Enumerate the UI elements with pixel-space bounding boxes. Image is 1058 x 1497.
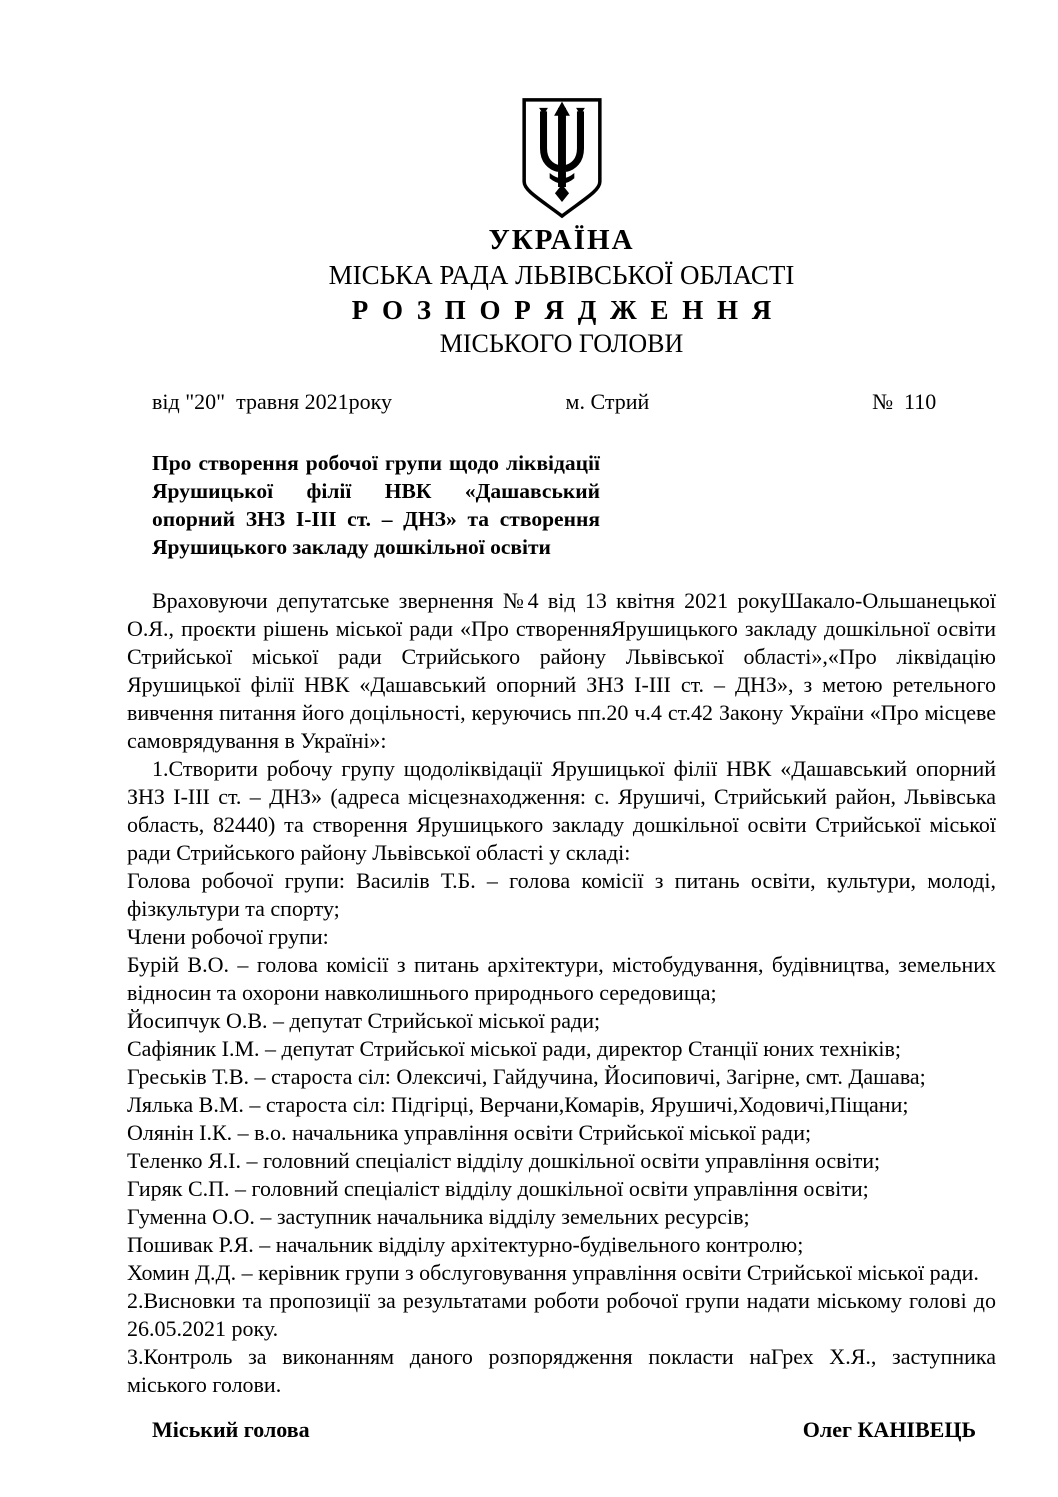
- paragraph: Члени робочої групи:: [127, 924, 329, 950]
- doc-body: [127, 587, 996, 1399]
- signature-title: Міський голова: [152, 1417, 310, 1443]
- council-name: МІСЬКА РАДА ЛЬВІВСЬКОЇ ОБЛАСТІ: [328, 260, 795, 291]
- paragraph: 1.Створити робочу групу щодоліквідації Ярушицької філії НВК «Дашавський опорний ЗНЗ І-ІІІ ст. – ДНЗ» (адреса місцезнаходження: с. Ярушичі, Стрийський район, Львівська область, 82440) та створення Ярушицького закладу дошкільної освіти Стрийської міської ради Стрийського району Львівської області у складі:: [127, 756, 996, 866]
- paragraph: Бурій В.О. – голова комісії з питань архітектури, містобудування, будівництва, земельних відносин та охорони навколишнього природнього середовища;: [127, 952, 996, 1006]
- paragraph: Пошивак Р.Я. – начальник відділу архітектурно-будівельного контролю;: [127, 1232, 804, 1258]
- document-header: [127, 96, 996, 359]
- issuer-title: МІСЬКОГО ГОЛОВИ: [439, 329, 684, 359]
- paragraph: Голова робочої групи: Василів Т.Б. – голова комісії з питань освіти, культури, молоді, фізкультури та спорту;: [127, 868, 996, 922]
- trident-emblem-icon: [518, 96, 606, 220]
- document-number: № 110: [872, 389, 937, 415]
- meta-row: [127, 389, 996, 415]
- paragraph: Теленко Я.І. – головний спеціаліст відділу дошкільної освіти управління освіти;: [127, 1148, 881, 1174]
- emblem-container: [127, 96, 996, 220]
- signature-name: Олег КАНІВЕЦЬ: [802, 1417, 976, 1443]
- paragraph: Греськів Т.В. – староста сіл: Олексичі, Гайдучина, Йосиповичі, Загірне, смт. Дашава;: [127, 1064, 926, 1090]
- paragraph: 3.Контроль за виконанням даного розпорядження покласти наГрех Х.Я., заступника міського голови.: [127, 1344, 996, 1398]
- paragraph: Олянін І.К. – в.о. начальника управління освіти Стрийської міської ради;: [127, 1120, 812, 1146]
- signature-row: [127, 1417, 996, 1443]
- country-name: УКРАЇНА: [488, 224, 635, 256]
- paragraph: Хомин Д.Д. – керівник групи з обслуговування управління освіти Стрийської міської ради.: [127, 1260, 979, 1286]
- paragraph: 2.Висновки та пропозиції за результатами роботи робочої групи надати міському голові до 26.05.2021 року.: [127, 1288, 996, 1342]
- paragraph: Сафіяник І.М. – депутат Стрийської міської ради, директор Станції юних техніків;: [127, 1036, 902, 1062]
- document-type-title: Р О З П О Р Я Д Ж Е Н Н Я: [351, 295, 772, 326]
- paragraph: Враховуючи депутатське звернення №4 від 13 квітня 2021 рокуШакало-Ольшанецької О.Я., проєкти рішень міської ради «Про створенняЯрушицького закладу дошкільної освіти Стрийської міської ради Стрийського району Львівської області»,«Про ліквідацію Ярушицької філії НВК «Дашавський опорний ЗНЗ І-ІІІ ст. – ДНЗ», з метою ретельного вивчення питання його доцільності, керуючись пп.20 ч.4 ст.42 Закону України «Про місцеве самоврядування в Україні»:: [127, 588, 996, 754]
- document-place: м. Стрий: [565, 389, 650, 415]
- paragraph: Гиряк С.П. – головний спеціаліст відділу дошкільної освіти управління освіти;: [127, 1176, 869, 1202]
- paragraph: Гуменна О.О. – заступник начальника відділу земельних ресурсів;: [127, 1204, 750, 1230]
- document-subject: Про створення робочої групи щодо ліквідації Ярушицької філії НВК «Дашавський опорний ЗНЗ І-ІІІ ст. – ДНЗ» та створення Ярушицького закладу дошкільної освіти: [152, 451, 600, 560]
- paragraph: Йосипчук О.В. – депутат Стрийської міської ради;: [127, 1008, 601, 1034]
- paragraph: Лялька В.М. – староста сіл: Підгірці, Верчани,Комарів, Ярушичі,Ходовичі,Піщани;: [127, 1092, 909, 1118]
- document-date: від "20" травня 2021року: [152, 389, 392, 415]
